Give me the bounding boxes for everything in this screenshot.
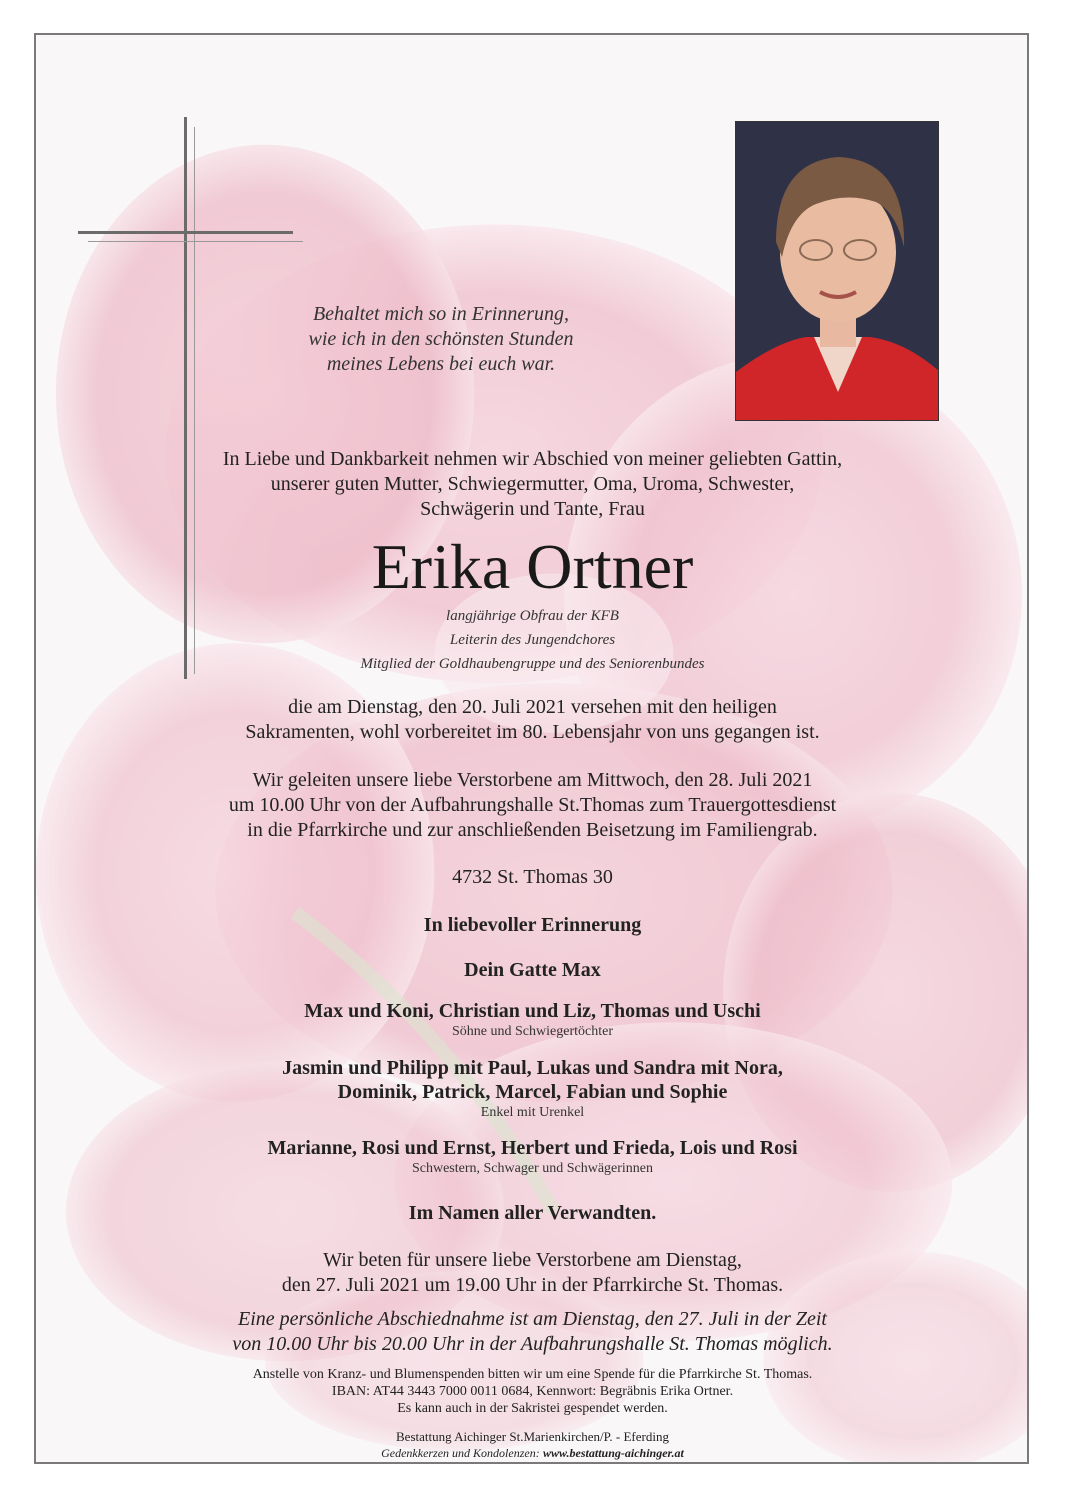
mourners-heading: In liebevoller Erinnerung: [423, 914, 642, 936]
address: 4732 St. Thomas 30: [452, 866, 613, 888]
grandchildren-names: Jasmin und Philipp mit Paul, Lukas und Sandra mit Nora,: [282, 1057, 783, 1079]
undertaker-name: Bestattung Aichinger St.Marienkirchen/P. - Eferding: [396, 1429, 669, 1444]
funeral-line: um 10.00 Uhr von der Aufbahrungshalle St.Thomas zum Trauergottesdienst: [228, 794, 837, 816]
grandchildren-group: [0, 1056, 1065, 1121]
funeral-notice: [0, 768, 1065, 843]
grandchildren-caption: Enkel mit Urenkel: [480, 1105, 585, 1120]
prayer-line: den 27. Juli 2021 um 19.00 Uhr in der Pfarrkirche St. Thomas.: [281, 1274, 784, 1296]
husband-name: Dein Gatte Max: [464, 959, 601, 981]
farewell-line: Eine persönliche Abschiednahme ist am Dienstag, den 27. Juli in der Zeit: [238, 1308, 827, 1330]
death-line: die am Dienstag, den 20. Juli 2021 versehen mit den heiligen: [288, 696, 777, 718]
siblings-names: Marianne, Rosi und Ernst, Herbert und Frieda, Lois und Rosi: [267, 1137, 798, 1159]
portrait-photo: [735, 121, 939, 421]
death-line: Sakramenten, wohl vorbereitet im 80. Lebensjahr von uns gegangen ist.: [245, 721, 820, 743]
role-line: Leiterin des Jungendchores: [449, 632, 616, 648]
sons-group: [0, 999, 1065, 1040]
cross-horizontal-bar: [78, 231, 293, 234]
quote-line: wie ich in den schönsten Stunden: [308, 328, 574, 350]
donation-notice: [0, 1366, 1065, 1417]
donation-line: Anstelle von Kranz- und Blumenspenden bitten wir um eine Spende für die Pfarrkirche St. Thomas.: [252, 1367, 813, 1382]
footer: [0, 1429, 1065, 1461]
grandchildren-names: Dominik, Patrick, Marcel, Fabian und Sophie: [337, 1081, 728, 1103]
funeral-line: in die Pfarrkirche und zur anschließenden Beisetzung im Familiengrab.: [247, 819, 818, 841]
condolence-line: [0, 1445, 1065, 1461]
intro-line: unserer guten Mutter, Schwiegermutter, Oma, Uroma, Schwester,: [270, 473, 795, 495]
sons-caption: Söhne und Schwiegertöchter: [452, 1024, 613, 1039]
candles-label: Gedenkkerzen und Kondolenzen:: [381, 1446, 540, 1460]
role-line: langjährige Obfrau der KFB: [446, 608, 619, 624]
funeral-line: Wir geleiten unsere liebe Verstorbene am Mittwoch, den 28. Juli 2021: [252, 769, 813, 791]
donation-line: IBAN: AT44 3443 7000 0011 0684, Kennwort: Begräbnis Erika Ortner.: [331, 1384, 734, 1399]
memorial-quote: [231, 302, 651, 377]
deceased-name: Erika Ortner: [371, 531, 694, 602]
deceased-roles: [0, 604, 1065, 676]
farewell-viewing: [0, 1307, 1065, 1357]
donation-line: Es kann auch in der Sakristei gespendet werden.: [397, 1401, 668, 1416]
prayer-line: Wir beten für unsere liebe Verstorbene am Dienstag,: [323, 1249, 742, 1271]
relatives-line: Im Namen aller Verwandten.: [408, 1202, 657, 1224]
intro-line: Schwägerin und Tante, Frau: [420, 498, 645, 520]
sons-names: Max und Koni, Christian und Liz, Thomas und Uschi: [304, 1000, 761, 1022]
farewell-line: von 10.00 Uhr bis 20.00 Uhr in der Aufbahrungshalle St. Thomas möglich.: [232, 1333, 833, 1355]
cross-shadow-horizontal: [88, 241, 303, 242]
siblings-group: [0, 1136, 1065, 1177]
siblings-caption: Schwestern, Schwager und Schwägerinnen: [411, 1161, 654, 1176]
intro-line: In Liebe und Dankbarkeit nehmen wir Abschied von meiner geliebten Gattin,: [222, 448, 843, 470]
quote-line: Behaltet mich so in Erinnerung,: [312, 303, 570, 325]
role-line: Mitglied der Goldhaubengruppe und des Seniorenbundes: [360, 656, 705, 672]
website-link[interactable]: www.bestattung-aichinger.at: [542, 1446, 684, 1460]
farewell-intro: [0, 447, 1065, 522]
quote-line: meines Lebens bei euch war.: [326, 353, 556, 375]
death-notice: [0, 695, 1065, 745]
prayer-notice: [0, 1248, 1065, 1298]
